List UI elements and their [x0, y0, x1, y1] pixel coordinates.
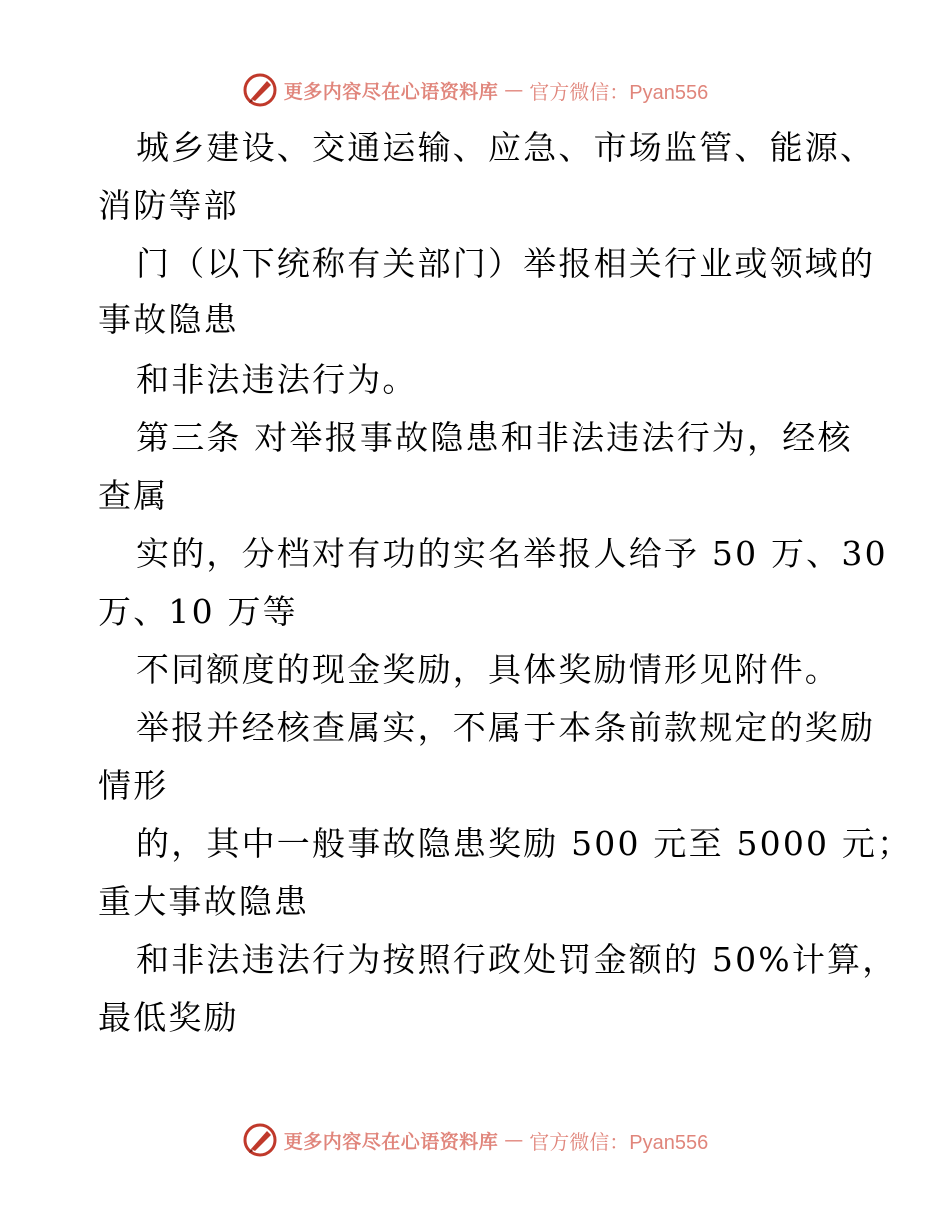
pen-logo-icon: [242, 1122, 278, 1158]
watermark-main-text: 更多内容尽在心语资料库: [283, 80, 499, 103]
text-line: 最低奖励: [98, 998, 239, 1037]
text-line: 实的，分档对有功的实名举报人给予 50 万、30: [136, 534, 888, 573]
watermark-contact: 官方微信：Pyan556: [529, 1131, 709, 1154]
watermark-separator: —: [504, 79, 524, 101]
text-line: 和非法违法行为按照行政处罚金额的 50%计算，: [136, 940, 898, 979]
watermark-separator: —: [504, 1129, 524, 1151]
watermark-footer: [0, 1120, 950, 1160]
watermark-header: [0, 70, 950, 110]
watermark-main-text: 更多内容尽在心语资料库: [283, 1130, 499, 1153]
text-line: 不同额度的现金奖励，具体奖励情形见附件。: [136, 650, 840, 689]
text-line: 举报并经核查属实，不属于本条前款规定的奖励: [136, 708, 876, 747]
text-line: 情形: [98, 766, 169, 805]
text-line: 查属: [98, 476, 169, 515]
pen-logo-icon: [242, 72, 278, 108]
text-line: 消防等部: [98, 186, 239, 225]
text-line: 重大事故隐患: [98, 882, 310, 921]
text-line: 第三条 对举报事故隐患和非法违法行为，经核: [136, 418, 853, 457]
text-line: 城乡建设、交通运输、应急、市场监管、能源、: [136, 128, 876, 167]
text-line: 万、10 万等: [98, 592, 298, 631]
text-line: 的，其中一般事故隐患奖励 500 元至 5000 元；: [136, 824, 913, 863]
text-line: 事故隐患: [98, 300, 239, 339]
text-line: 门（以下统称有关部门）举报相关行业或领域的: [136, 244, 876, 283]
watermark-contact: 官方微信：Pyan556: [529, 81, 709, 104]
text-line: 和非法违法行为。: [136, 360, 418, 399]
